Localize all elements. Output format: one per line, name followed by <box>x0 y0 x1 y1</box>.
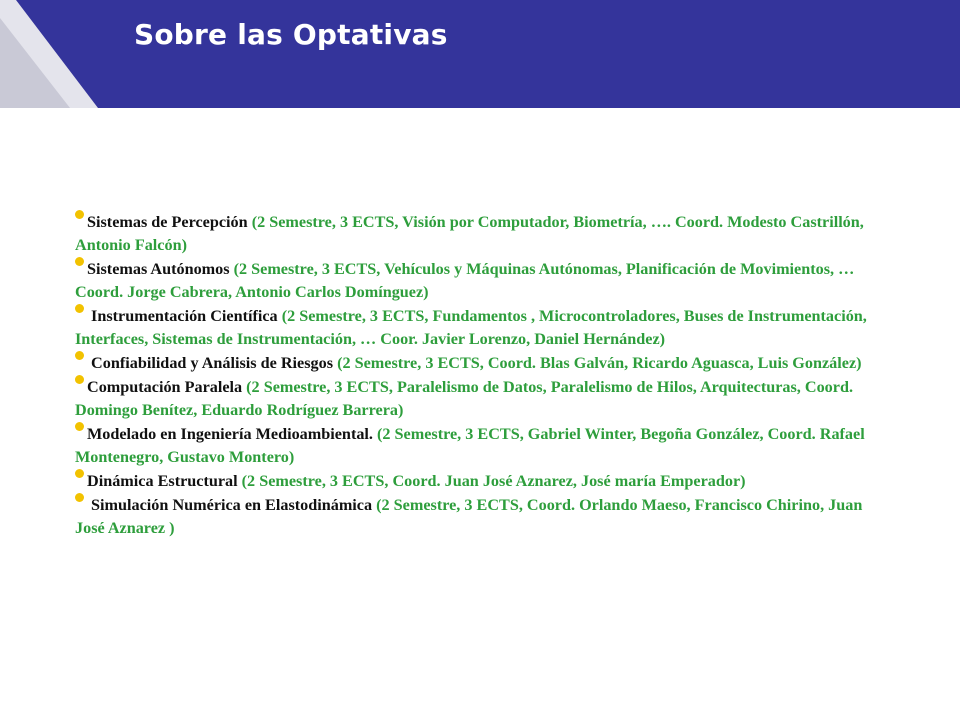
bullet-icon <box>75 422 84 431</box>
item-name: Modelado en Ingeniería Medioambiental. <box>87 425 373 443</box>
item-detail: (2 Semestre, 3 ECTS, Visión por Computador, Biometría, …. Coord. Modesto Castrillón, Antonio Falcón) <box>75 213 864 254</box>
item-name: Sistemas de Percepción <box>87 213 248 231</box>
item-name: Simulación Numérica en Elastodinámica <box>87 496 373 514</box>
header-band <box>16 0 960 108</box>
header-graphic <box>0 0 960 110</box>
list-item <box>75 422 890 469</box>
bullet-icon <box>75 210 84 219</box>
list-item <box>75 493 890 540</box>
item-name: Sistemas Autónomos <box>87 260 230 278</box>
bullet-icon <box>75 469 84 478</box>
bullet-icon <box>75 351 84 360</box>
list-item <box>75 257 890 304</box>
item-detail: (2 Semestre, 3 ECTS, Coord. Blas Galván, Ricardo Aguasca, Luis González) <box>333 354 862 372</box>
bullet-icon <box>75 493 84 502</box>
item-name: Dinámica Estructural <box>87 472 238 490</box>
item-detail: (2 Semestre, 3 ECTS, Coord. Orlando Maeso, Francisco Chirino, Juan José Aznarez ) <box>75 496 863 537</box>
item-name: Instrumentación Científica <box>87 307 278 325</box>
elective-list <box>75 210 890 540</box>
item-name: Computación Paralela <box>87 378 243 396</box>
item-detail: (2 Semestre, 3 ECTS, Fundamentos , Microcontroladores, Buses de Instrumentación, Interfaces, Sistemas de Instrumentación, … Coor. Javier Lorenzo, Daniel Hernández) <box>75 307 867 348</box>
list-item <box>75 304 890 351</box>
list-item <box>75 210 890 257</box>
list-item <box>75 375 890 422</box>
item-detail: (2 Semestre, 3 ECTS, Gabriel Winter, Begoña González, Coord. Rafael Montenegro, Gustavo Montero) <box>75 425 865 466</box>
item-detail: (2 Semestre, 3 ECTS, Paralelismo de Datos, Paralelismo de Hilos, Arquitecturas, Coord. Domingo Benítez, Eduardo Rodríguez Barrera) <box>75 378 853 419</box>
bullet-icon <box>75 304 84 313</box>
bullet-icon <box>75 375 84 384</box>
item-name: Confiabilidad y Análisis de Riesgos <box>87 354 334 372</box>
item-detail: (2 Semestre, 3 ECTS, Coord. Juan José Aznarez, José maría Emperador) <box>237 472 746 490</box>
item-detail: (2 Semestre, 3 ECTS, Vehículos y Máquinas Autónomas, Planificación de Movimientos, … Coord. Jorge Cabrera, Antonio Carlos Domínguez) <box>75 260 855 301</box>
bullet-icon <box>75 257 84 266</box>
list-item <box>75 469 890 493</box>
list-item <box>75 351 890 375</box>
page-title: Sobre las Optativas <box>134 18 448 51</box>
header-banner <box>0 0 960 110</box>
